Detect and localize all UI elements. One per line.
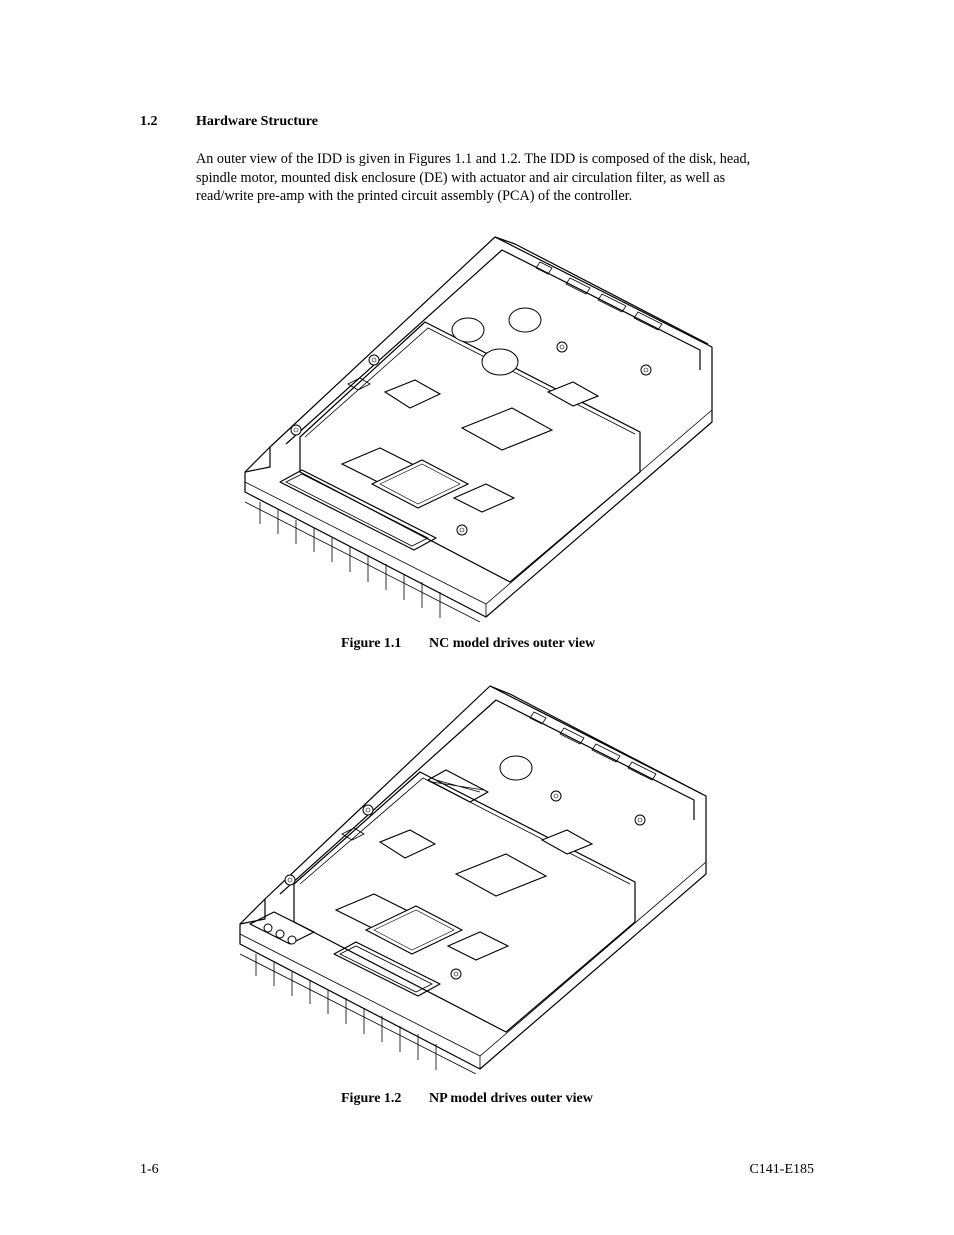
section-number: 1.2	[140, 114, 158, 129]
document-id: C141-E185	[749, 1162, 814, 1177]
figure-nc-drive-illustration	[230, 232, 730, 622]
body-line-3: read/write pre-amp with the printed circuit assembly (PCA) of the controller.	[196, 188, 633, 204]
body-line-2: spindle motor, mounted disk enclosure (DE) with actuator and air circulation filter, as well as	[196, 169, 726, 186]
section-title: Hardware Structure	[196, 114, 318, 129]
body-line-1: An outer view of the IDD is given in Figures 1.1 and 1.2. The IDD is composed of the disk, head,	[196, 151, 751, 167]
figure-2-caption	[341, 1091, 593, 1107]
figure-2-title: NP model drives outer view	[429, 1091, 593, 1106]
figure-np-drive-illustration	[230, 684, 730, 1074]
figure-2-number: Figure 1.2	[341, 1091, 402, 1106]
figure-1-number: Figure 1.1	[341, 636, 402, 651]
figure-1-title: NC model drives outer view	[429, 636, 596, 651]
figure-1-caption	[341, 636, 595, 652]
page-number: 1-6	[140, 1162, 159, 1177]
body-paragraph	[196, 150, 826, 206]
